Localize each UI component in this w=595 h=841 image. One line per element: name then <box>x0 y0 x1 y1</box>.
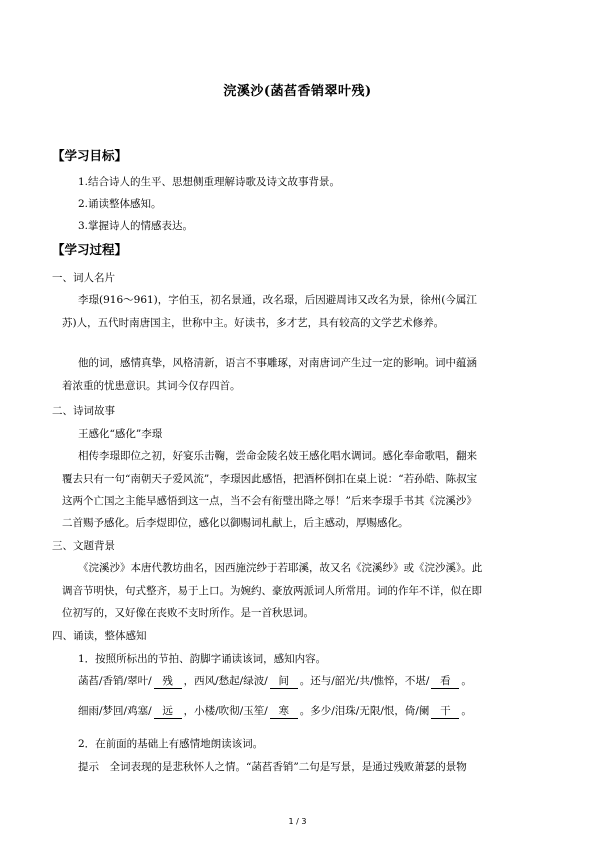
section-heading-author: 一、词人名片 <box>52 272 115 284</box>
poem-segment: 菡萏/香销/翠叶/ <box>78 675 152 687</box>
section-heading-background: 三、文题背景 <box>52 540 115 552</box>
story-paragraph: 二首赐予感化。后李煜即位，感化以御赐词札献上，后主感动，厚赐感化。 <box>62 517 409 529</box>
goal-item: 3.掌握诗人的情感表达。 <box>78 220 194 232</box>
author-paragraph: 他的词，感情真挚，风格清新，语言不事雕琢，对南唐词产生过一定的影响。词中蕴涵 <box>78 357 477 369</box>
poem-segment: 。 <box>461 705 472 717</box>
goal-item: 2.诵读整体感知。 <box>78 198 162 210</box>
goals-heading: 【学习目标】 <box>52 148 128 163</box>
background-paragraph: 调音节明快，句式整齐，易于上口。为婉约、豪放两派词人所常用。词的作年不详，似在即 <box>62 585 482 597</box>
poem-segment: ，小楼/吹彻/玉笙/ <box>183 705 268 717</box>
story-subtitle: 王感化“感化”李璟 <box>78 428 163 440</box>
goal-item: 1.结合诗人的生平、思想侧重理解诗歌及诗文故事背景。 <box>78 176 341 188</box>
author-paragraph: 李璟(916～961)，字伯玉，初名景通，改名璟，后因避周讳又改名为景，徐州(今属江 <box>78 294 477 306</box>
poem-segment: 。还与/韶光/共/憔悴，不堪/ <box>299 675 430 687</box>
poem-segment: 细雨/梦回/鸡塞/ <box>78 705 152 717</box>
poem-rhythm-line <box>78 704 472 719</box>
poem-segment: ，西风/愁起/绿波/ <box>183 675 268 687</box>
story-paragraph: 这两个亡国之主能早感悟到这一点，当不会有衔璧出降之辱！”后来李璟手书其《浣溪沙》 <box>62 495 477 507</box>
reading-hint: 提示 全词表现的是悲秋怀人之情。“菡萏香销”二句是写景，是通过残败萧瑟的景物 <box>78 761 467 773</box>
story-paragraph: 相传李璟即位之初，好宴乐击鞠，尝命金陵名妓王感化唱水调词。感化奉命歌唱，翻来 <box>78 450 477 462</box>
author-paragraph: 苏)人，五代时南唐国主，世称中主。好读书，多才艺，具有较高的文学艺术修养。 <box>62 317 445 329</box>
author-paragraph: 着浓重的忧患意识。其词今仅存四首。 <box>62 380 241 392</box>
reading-question: 1．按照所标出的节拍、韵脚字诵读该词，感知内容。 <box>78 653 327 665</box>
rhyme-word: 远 <box>154 704 182 719</box>
section-heading-reading: 四、诵读，整体感知 <box>52 630 147 642</box>
reading-question: 2．在前面的基础上有感情地朗读该词。 <box>78 738 264 750</box>
background-paragraph: 位初写的，又好像在丧败不支时所作。是一首秋思词。 <box>62 607 314 619</box>
poem-segment: 。 <box>461 675 472 687</box>
rhyme-word: 残 <box>154 674 182 689</box>
process-heading: 【学习过程】 <box>52 242 128 257</box>
rhyme-word: 干 <box>431 704 459 719</box>
section-heading-story: 二、诗词故事 <box>52 405 115 417</box>
rhyme-word: 间 <box>270 674 298 689</box>
story-paragraph: 覆去只有一句“南朝天子爱风流”，李璟因此感悟，把酒杯倒扣在桌上说：“若孙皓、陈叔宝 <box>62 473 478 485</box>
rhyme-word: 寒 <box>270 704 298 719</box>
background-paragraph: 《浣溪沙》本唐代教坊曲名，因西施浣纱于若耶溪，故又名《浣溪纱》或《浣沙溪》。此 <box>78 562 483 574</box>
rhyme-word: 看 <box>431 674 459 689</box>
page-title: 浣溪沙(菡萏香销翠叶残) <box>223 84 372 99</box>
poem-rhythm-line <box>78 674 472 689</box>
page-number: 1 / 3 <box>288 817 307 826</box>
poem-segment: 。多少/泪珠/无限/恨，倚/阑 <box>299 705 430 717</box>
